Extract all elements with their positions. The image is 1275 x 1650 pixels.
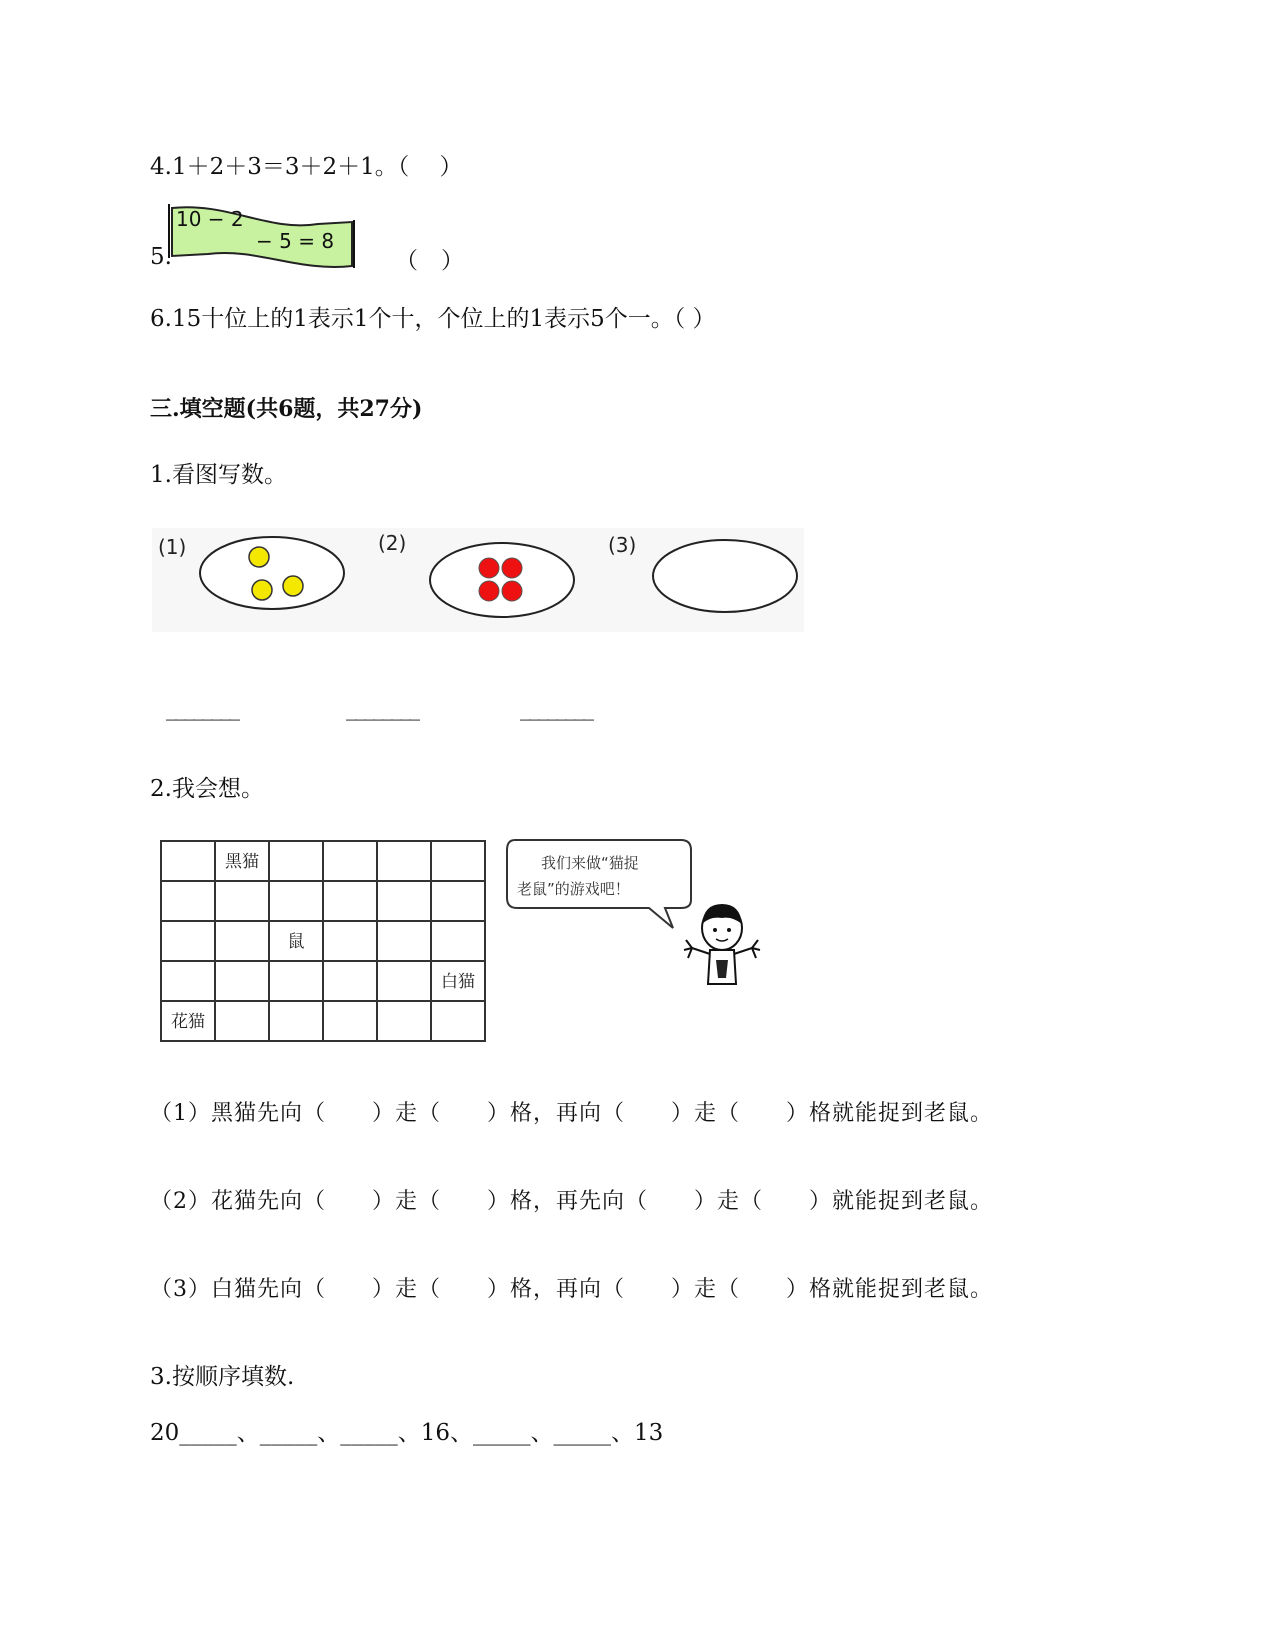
- answer-blank-3[interactable]: ________: [520, 696, 592, 721]
- yellow-dot: [249, 547, 269, 567]
- grid-cell: [161, 841, 215, 881]
- boy-eye-left: [713, 928, 717, 932]
- label-1: (1): [158, 535, 187, 559]
- question-5-number: 5.: [150, 244, 172, 270]
- yellow-dot: [252, 580, 272, 600]
- oval-3: [653, 540, 797, 612]
- red-dot: [479, 558, 499, 578]
- grid-cell-label: 白猫: [441, 972, 475, 992]
- answer-blank-1[interactable]: ________: [166, 696, 238, 721]
- grid-cell: [269, 881, 323, 921]
- grid-cell: [215, 881, 269, 921]
- grid-cell: [323, 921, 377, 961]
- grid-cell: [269, 961, 323, 1001]
- label-2: (2): [378, 531, 407, 555]
- grid-cell: [161, 881, 215, 921]
- grid-lines: [161, 841, 485, 1041]
- answer-blank-2[interactable]: ________: [346, 696, 418, 721]
- fill-3-sequence: 20_____、_____、_____、16、_____、_____、13: [150, 1420, 664, 1446]
- grid-cell: [377, 961, 431, 1001]
- red-dot: [502, 581, 522, 601]
- question-6: 6.15十位上的1表示1个十，个位上的1表示5个一。（ ）: [150, 306, 716, 332]
- question-5-paren: （ ）: [395, 248, 464, 274]
- grid-cell: [269, 841, 323, 881]
- grid-cell: [161, 921, 215, 961]
- grid-cell: [377, 921, 431, 961]
- oval-2: [430, 543, 574, 617]
- red-dot: [479, 581, 499, 601]
- speech-bubble: [505, 836, 695, 932]
- grid-cell-label: 黑猫: [225, 852, 259, 872]
- grid-cell: [215, 921, 269, 961]
- red-dot: [502, 558, 522, 578]
- grid-cell: [377, 1001, 431, 1041]
- fill-2-title: 2.我会想。: [150, 776, 264, 802]
- grid-cell-label: 花猫: [171, 1012, 205, 1032]
- boy-shirt-mark: [716, 960, 728, 978]
- grid-cell: [215, 1001, 269, 1041]
- grid-cell: [431, 881, 485, 921]
- bubble-line-2: 老鼠”的游戏吧！: [517, 880, 630, 898]
- grid-cell: [215, 961, 269, 1001]
- label-3: (3): [608, 533, 637, 557]
- grid-cell: [323, 841, 377, 881]
- bubble-line-1: 我们来做“猫捉: [541, 854, 639, 872]
- fill-2-item-2: （2）花猫先向（ ）走（ ）格，再先向（ ）走（ ）就能捉到老鼠。: [150, 1189, 993, 1214]
- grid-cell: [323, 1001, 377, 1041]
- grid-cell-label: 鼠: [287, 932, 305, 952]
- yellow-dot: [283, 576, 303, 596]
- equation-strip-image: [168, 204, 358, 274]
- boy-eye-right: [727, 928, 731, 932]
- grid-cell: [377, 841, 431, 881]
- oval-1: [200, 537, 344, 609]
- question-4: 4.1＋2＋3＝3＋2＋1。（ ）: [150, 154, 463, 180]
- grid-cell: [431, 1001, 485, 1041]
- grid-cell: [431, 841, 485, 881]
- strip-bottom-text: − 5 = 8: [256, 229, 335, 253]
- grid-cell: [269, 1001, 323, 1041]
- boy-illustration: [680, 898, 764, 988]
- grid-cell: [377, 881, 431, 921]
- fill-1-title: 1.看图写数。: [150, 462, 287, 488]
- strip-top-text: 10 − 2: [176, 207, 244, 231]
- grid-cell: [323, 961, 377, 1001]
- fill-2-item-3: （3）白猫先向（ ）走（ ）格，再向（ ）走（ ）格就能捉到老鼠。: [150, 1277, 993, 1302]
- fill-2-item-1: （1）黑猫先向（ ）走（ ）格，再向（ ）走（ ）格就能捉到老鼠。: [150, 1101, 993, 1126]
- grid-cell: [161, 961, 215, 1001]
- grid-cell: [323, 881, 377, 921]
- fill-3-title: 3.按顺序填数.: [150, 1364, 295, 1390]
- section-title: 三.填空题(共6题，共27分): [150, 396, 423, 422]
- count-dots-image: [152, 528, 804, 632]
- cat-mouse-grid: [160, 840, 492, 1046]
- grid-cell: [431, 921, 485, 961]
